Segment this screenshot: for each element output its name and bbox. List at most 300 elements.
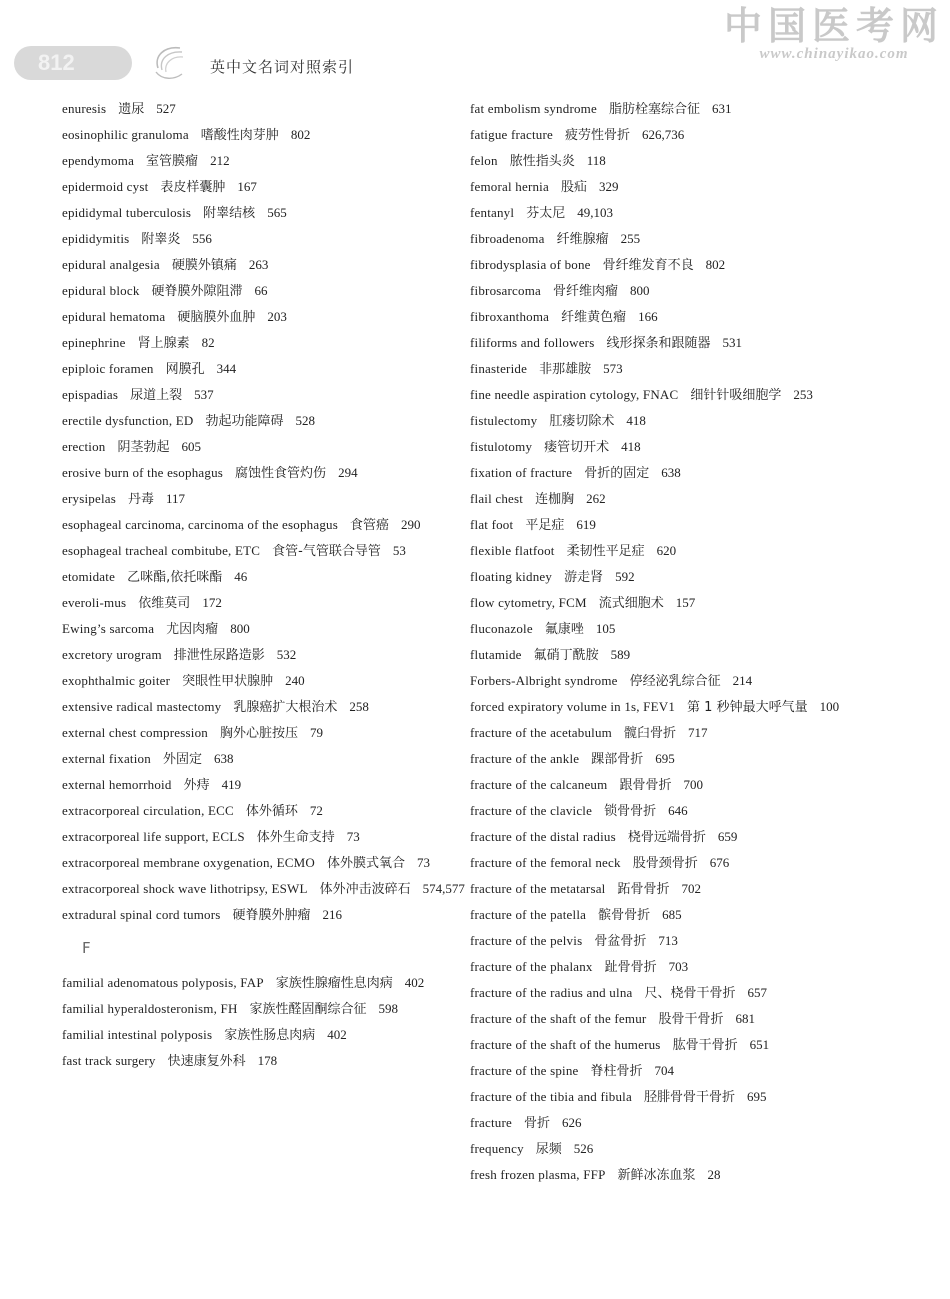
entry-english-term: fracture of the femoral neck [470,855,621,870]
entry-page-number: 638 [213,751,234,766]
entry-english-term: fracture of the distal radius [470,829,616,844]
entry-chinese-term: 食管癌 [350,518,390,533]
index-entry [470,226,875,252]
entry-english-term: erectile dysfunction, ED [62,413,194,428]
entry-chinese-term: 阴茎勃起 [117,440,170,455]
entry-chinese-term: 表皮样囊肿 [160,180,226,195]
entry-chinese-term: 股疝 [560,180,587,195]
entry-english-term: fast track surgery [62,1053,156,1068]
entry-english-term: epispadias [62,387,119,402]
entry-chinese-term: 胸外心脏按压 [220,726,299,741]
entry-chinese-term: 外固定 [162,752,202,767]
entry-page-number: 704 [654,1063,675,1078]
entry-chinese-term: 骨折 [524,1116,551,1131]
entry-chinese-term: 腐蚀性食管灼伤 [235,466,327,481]
entry-page-number: 802 [705,257,726,272]
entry-english-term: fixation of fracture [470,465,573,480]
index-entry [470,980,875,1006]
entry-chinese-term: 髋臼骨折 [624,726,677,741]
entry-english-term: external chest compression [62,725,208,740]
entry-page-number: 79 [310,725,324,740]
entry-chinese-term: 跖骨骨折 [617,882,670,897]
entry-page-number: 702 [681,881,702,896]
entry-page-number: 262 [586,491,606,506]
entry-chinese-term: 附睾炎 [141,232,181,247]
index-entry [62,694,467,720]
entry-chinese-term: 尿道上裂 [130,388,183,403]
entry-english-term: flow cytometry, FCM [470,595,587,610]
page-header [0,0,950,95]
entry-english-term: epidural analgesia [62,257,160,272]
entry-chinese-term: 第 1 秒钟最大呼气量 [687,700,808,715]
entry-chinese-term: 丹毒 [127,492,154,507]
entry-page-number: 419 [221,777,242,792]
entry-page-number: 240 [285,673,305,688]
entry-chinese-term: 脓性指头炎 [509,154,575,169]
entry-page-number: 73 [416,855,430,870]
index-column-left [62,96,467,1074]
entry-english-term: eosinophilic granuloma [62,127,189,142]
index-entry [470,434,875,460]
entry-english-term: fatigue fracture [470,127,553,142]
entry-chinese-term: 骨纤维发育不良 [602,258,694,273]
index-entry [470,148,875,174]
entry-chinese-term: 嗜酸性肉芽肿 [200,128,279,143]
index-entry [470,668,875,694]
entry-english-term: flutamide [470,647,522,662]
index-entry [62,96,467,122]
entry-page-number: 695 [746,1089,767,1104]
index-entry [470,486,875,512]
entry-chinese-term: 柔韧性平足症 [566,544,645,559]
entry-chinese-term: 硬脑膜外血肿 [177,310,256,325]
index-entry [62,278,467,304]
entry-chinese-term: 室管膜瘤 [146,154,199,169]
entry-page-number: 651 [749,1037,770,1052]
index-entry [62,356,467,382]
entry-chinese-term: 氟硝丁酰胺 [533,648,599,663]
entry-english-term: extracorporeal life support, ECLS [62,829,245,844]
entry-english-term: epiploic foramen [62,361,154,376]
entry-english-term: fracture [470,1115,513,1130]
index-entry [62,538,467,564]
entry-page-number: 695 [655,751,675,766]
entry-chinese-term: 食管-气管联合导管 [272,544,381,559]
index-entry [62,304,467,330]
entry-page-number: 532 [276,647,297,662]
entry-chinese-term: 停经泌乳综合征 [629,674,721,689]
index-entry [62,590,467,616]
index-entry [470,876,875,902]
entry-page-number: 172 [202,595,222,610]
index-entry [470,1084,875,1110]
index-entry [470,356,875,382]
entry-chinese-term: 硬脊膜外隙阻滞 [151,284,243,299]
entry-english-term: forced expiratory volume in 1s, FEV1 [470,699,676,714]
entry-english-term: fracture of the shaft of the femur [470,1011,647,1026]
entry-english-term: fracture of the clavicle [470,803,593,818]
entry-english-term: fistulotomy [470,439,533,454]
entry-page-number: 82 [201,335,215,350]
page-number: 812 [38,50,75,75]
entry-page-number: 253 [793,387,813,402]
entry-english-term: erection [62,439,106,454]
index-entry [62,642,467,668]
entry-page-number: 255 [620,231,641,246]
entry-page-number: 418 [621,439,641,454]
entry-english-term: flat foot [470,517,514,532]
entry-english-term: felon [470,153,498,168]
entry-page-number: 605 [181,439,201,454]
index-entry [62,970,467,996]
swirl-logo-icon [150,42,186,82]
entry-page-number: 659 [717,829,738,844]
entry-page-number: 105 [595,621,616,636]
entry-chinese-term: 连枷胸 [535,492,575,507]
index-entry [470,1136,875,1162]
header-title: 英中文名词对照索引 [210,58,355,76]
index-entry [62,616,467,642]
entry-english-term: fine needle aspiration cytology, FNAC [470,387,679,402]
entry-page-number: 157 [675,595,696,610]
index-entry [470,928,875,954]
entry-page-number: 402 [327,1027,347,1042]
entry-page-number: 53 [392,543,406,558]
entry-page-number: 344 [216,361,237,376]
entry-page-number: 703 [668,959,689,974]
entry-english-term: extracorporeal membrane oxygenation, ECMO [62,855,315,870]
entry-page-number: 72 [309,803,323,818]
entry-page-number: 646 [668,803,688,818]
entry-english-term: fibroxanthoma [470,309,550,324]
entry-page-number: 46 [234,569,248,584]
entry-page-number: 638 [661,465,681,480]
index-entry [470,200,875,226]
index-entry [470,330,875,356]
entry-english-term: fracture of the radius and ulna [470,985,633,1000]
entry-page-number: 117 [166,491,186,506]
entry-english-term: fistulectomy [470,413,538,428]
entry-page-number: 290 [401,517,421,532]
entry-english-term: epididymal tuberculosis [62,205,192,220]
entry-chinese-term: 网膜孔 [165,362,205,377]
index-entry [62,512,467,538]
index-entry [62,226,467,252]
entry-chinese-term: 肾上腺素 [137,336,190,351]
index-entry [470,694,875,720]
entry-page-number: 531 [722,335,742,350]
entry-english-term: fresh frozen plasma, FFP [470,1167,606,1182]
entry-english-term: fracture of the phalanx [470,959,593,974]
entry-chinese-term: 依维莫司 [138,596,191,611]
entry-chinese-term: 家族性肠息肉病 [224,1028,316,1043]
index-entry [470,96,875,122]
entry-page-number: 118 [586,153,606,168]
entry-chinese-term: 乳腺癌扩大根治术 [233,700,338,715]
watermark [724,6,944,63]
entry-page-number: 592 [615,569,635,584]
entry-page-number: 528 [295,413,316,428]
index-entry [62,902,467,928]
entry-page-number: 294 [338,465,358,480]
entry-english-term: fracture of the shaft of the humerus [470,1037,661,1052]
index-entry [470,616,875,642]
entry-english-term: fracture of the acetabulum [470,725,612,740]
entry-english-term: fracture of the ankle [470,751,580,766]
index-entry [470,512,875,538]
entry-chinese-term: 流式细胞术 [598,596,664,611]
entry-chinese-term: 游走肾 [564,570,604,585]
entry-english-term: epinephrine [62,335,126,350]
index-entry [470,590,875,616]
entry-english-term: epidural block [62,283,140,298]
entry-page-number: 49,103 [577,205,613,220]
index-entry [62,460,467,486]
entry-chinese-term: 非那雄胺 [539,362,592,377]
entry-page-number: 700 [683,777,703,792]
entry-page-number: 626,736 [641,127,685,142]
index-entry [470,564,875,590]
entry-english-term: external fixation [62,751,151,766]
entry-english-term: fracture of the spine [470,1063,579,1078]
index-entry [62,746,467,772]
index-entry [62,330,467,356]
index-entry [470,772,875,798]
entry-chinese-term: 纤维黄色瘤 [561,310,627,325]
entry-chinese-term: 线形探条和跟随器 [606,336,711,351]
entry-chinese-term: 平足症 [525,518,565,533]
index-entry [62,1022,467,1048]
entry-page-number: 402 [404,975,425,990]
entry-chinese-term: 芬太尼 [526,206,566,221]
index-entry [470,902,875,928]
index-entry [470,1032,875,1058]
entry-chinese-term: 肱骨干骨折 [672,1038,738,1053]
index-entries-f [62,970,467,1074]
entry-chinese-term: 细针针吸细胞学 [690,388,782,403]
index-entry [470,460,875,486]
entry-english-term: finasteride [470,361,528,376]
entry-english-term: erysipelas [62,491,116,506]
entry-chinese-term: 尿频 [535,1142,562,1157]
index-entry [62,876,467,902]
entry-chinese-term: 勃起功能障碍 [205,414,284,429]
entry-english-term: flail chest [470,491,524,506]
entry-page-number: 214 [732,673,753,688]
index-entry [470,538,875,564]
index-entry [470,642,875,668]
entry-page-number: 802 [290,127,311,142]
index-entry [62,174,467,200]
entry-page-number: 66 [254,283,268,298]
entry-chinese-term: 跟骨骨折 [619,778,672,793]
entry-page-number: 631 [711,101,732,116]
entry-chinese-term: 乙咪酯,依托咪酯 [127,570,223,585]
watermark-url: www.chinayikao.com [759,46,909,62]
entry-chinese-term: 股骨颈骨折 [632,856,698,871]
entry-chinese-term: 体外循环 [245,804,298,819]
entry-chinese-term: 锁骨骨折 [604,804,657,819]
index-entry [62,200,467,226]
index-entry [470,1006,875,1032]
entry-page-number: 619 [576,517,596,532]
entry-page-number: 166 [638,309,658,324]
index-entry [470,382,875,408]
entry-chinese-term: 股骨干骨折 [658,1012,724,1027]
index-entry [62,486,467,512]
index-entries-e [62,96,467,928]
index-entry [470,746,875,772]
entry-page-number: 574,577 [422,881,465,896]
entry-english-term: filiforms and followers [470,335,595,350]
entry-chinese-term: 新鲜冰冻血浆 [617,1168,696,1183]
entry-chinese-term: 尺、桡骨干骨折 [644,986,736,1001]
entry-chinese-term: 骨盆骨折 [594,934,647,949]
entry-english-term: etomidate [62,569,116,584]
entry-chinese-term: 氟康唑 [544,622,584,637]
entry-english-term: floating kidney [470,569,553,584]
index-entry [470,1110,875,1136]
entry-page-number: 28 [707,1167,721,1182]
entry-page-number: 418 [626,413,646,428]
entry-english-term: familial intestinal polyposis [62,1027,213,1042]
entry-page-number: 657 [747,985,768,1000]
entry-english-term: excretory urogram [62,647,162,662]
index-entry [62,122,467,148]
entry-chinese-term: 趾骨骨折 [604,960,657,975]
entry-page-number: 598 [378,1001,399,1016]
index-entry [62,772,467,798]
entry-english-term: fracture of the tibia and fibula [470,1089,632,1104]
index-entry [62,1048,467,1074]
entry-english-term: extracorporeal circulation, ECC [62,803,234,818]
entry-english-term: esophageal carcinoma, carcinoma of the esophagus [62,517,338,532]
index-entry [62,668,467,694]
index-entry [62,720,467,746]
entry-english-term: enuresis [62,101,107,116]
entry-page-number: 800 [630,283,650,298]
entry-chinese-term: 体外冲击波碎石 [319,882,411,897]
entry-page-number: 537 [194,387,214,402]
entry-page-number: 800 [230,621,250,636]
entry-chinese-term: 瘘管切开术 [544,440,610,455]
entry-chinese-term: 胫腓骨骨干骨折 [643,1090,735,1105]
entry-chinese-term: 肛瘘切除术 [549,414,615,429]
entry-english-term: flexible flatfoot [470,543,555,558]
entry-english-term: fracture of the calcaneum [470,777,608,792]
index-entry [470,720,875,746]
index-entry [62,252,467,278]
entry-page-number: 717 [688,725,708,740]
entry-page-number: 263 [248,257,269,272]
entry-chinese-term: 尤因肉瘤 [166,622,219,637]
entry-english-term: familial hyperaldosteronism, FH [62,1001,238,1016]
entry-english-term: femoral hernia [470,179,549,194]
entry-english-term: frequency [470,1141,524,1156]
entry-page-number: 100 [819,699,840,714]
entry-chinese-term: 外痔 [183,778,210,793]
entry-page-number: 167 [237,179,257,194]
entry-english-term: Ewing’s sarcoma [62,621,155,636]
entry-page-number: 526 [573,1141,594,1156]
entry-chinese-term: 家族性醛固酮综合征 [249,1002,367,1017]
index-entry [62,408,467,434]
entry-chinese-term: 家族性腺瘤性息肉病 [275,976,393,991]
index-entry [470,408,875,434]
entry-english-term: fibroadenoma [470,231,545,246]
entry-page-number: 329 [598,179,619,194]
index-entry [470,798,875,824]
entry-page-number: 676 [709,855,730,870]
entry-chinese-term: 附睾结核 [203,206,256,221]
entry-chinese-term: 脊柱骨折 [590,1064,643,1079]
entry-english-term: fracture of the metatarsal [470,881,606,896]
entry-english-term: fracture of the pelvis [470,933,583,948]
index-entry [470,1162,875,1188]
entry-english-term: familial adenomatous polyposis, FAP [62,975,264,990]
index-entry [470,252,875,278]
entry-chinese-term: 骨纤维肉瘤 [552,284,618,299]
index-entry [62,996,467,1022]
entry-page-number: 713 [658,933,678,948]
entry-english-term: epididymitis [62,231,130,246]
entry-english-term: epidural hematoma [62,309,166,324]
entry-page-number: 573 [603,361,623,376]
entry-english-term: esophageal tracheal combitube, ETC [62,543,261,558]
entry-page-number: 258 [349,699,369,714]
entry-english-term: extradural spinal cord tumors [62,907,221,922]
index-entry [470,174,875,200]
entry-english-term: Forbers-Albright syndrome [470,673,618,688]
entry-page-number: 565 [267,205,287,220]
entry-english-term: fluconazole [470,621,533,636]
index-entries-right [470,96,875,1188]
index-entry [470,954,875,980]
entry-chinese-term: 纤维腺瘤 [556,232,609,247]
entry-english-term: fibrosarcoma [470,283,541,298]
entry-english-term: fracture of the patella [470,907,587,922]
entry-english-term: everoli-mus [62,595,127,610]
entry-english-term: extracorporeal shock wave lithotripsy, ESWL [62,881,308,896]
section-letter: F [82,939,91,957]
entry-english-term: external hemorrhoid [62,777,172,792]
entry-english-term: fibrodysplasia of bone [470,257,591,272]
index-entry [470,122,875,148]
entry-chinese-term: 硬脊膜外肿瘤 [232,908,311,923]
entry-page-number: 556 [192,231,212,246]
entry-english-term: exophthalmic goiter [62,673,171,688]
entry-chinese-term: 硬膜外镇痛 [171,258,237,273]
index-entry [62,148,467,174]
entry-english-term: erosive burn of the esophagus [62,465,224,480]
entry-chinese-term: 脂肪栓塞综合征 [608,102,700,117]
entry-chinese-term: 踝部骨折 [591,752,644,767]
entry-page-number: 73 [346,829,360,844]
entry-chinese-term: 疲劳性骨折 [564,128,630,143]
index-entry [470,850,875,876]
index-entry [62,824,467,850]
entry-page-number: 203 [267,309,287,324]
index-column-right [470,96,875,1188]
entry-page-number: 685 [662,907,682,922]
entry-english-term: extensive radical mastectomy [62,699,222,714]
entry-page-number: 626 [562,1115,582,1130]
entry-chinese-term: 骨折的固定 [584,466,650,481]
index-entry [470,1058,875,1084]
index-entry [62,434,467,460]
entry-page-number: 620 [656,543,677,558]
entry-page-number: 216 [322,907,343,922]
